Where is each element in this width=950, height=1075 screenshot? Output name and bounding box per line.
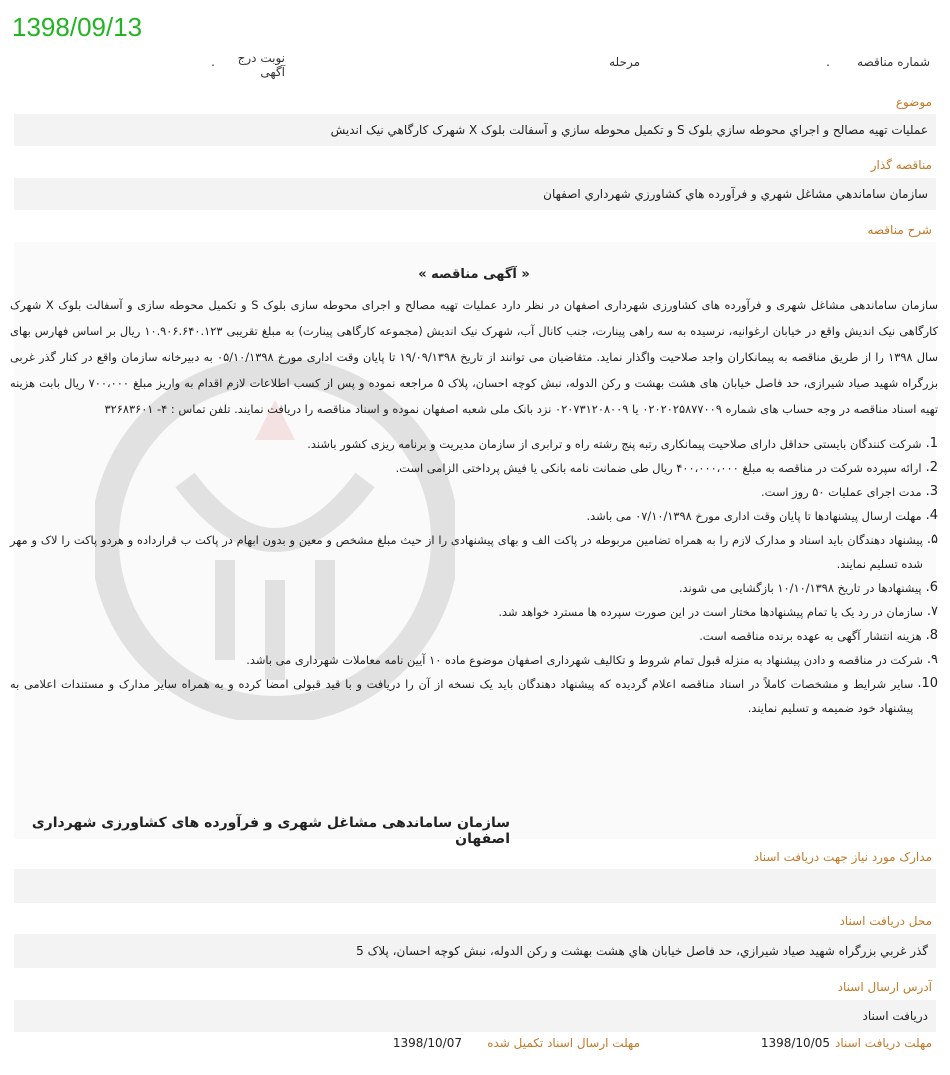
tender-notice — [10, 262, 938, 720]
list-item: 6. پیشنهادها در تاریخ ۱۰/۱۰/۱۳۹۸ بازگشایی می شوند. — [678, 580, 938, 595]
tender-number-value: . — [826, 55, 830, 69]
ad-turn-label — [238, 51, 285, 79]
list-item: ۹. شرکت در مناقصه و دادن پیشنهاد به منزله قبول تمام شروط و تکالیف شهرداری اصفهان موضوع ماده ۱۰ آیین نامه معاملات شهرداری می باشد. — [246, 652, 938, 667]
organizer-signature: سازمان ساماندهی مشاغل شهری و فرآورده های کشاورزی شهرداری اصفهان — [31, 815, 510, 847]
list-item: 8. هزینه انتشار آگهی به عهده برنده مناقصه است. — [699, 628, 938, 643]
required-docs-label: مدارک مورد نياز جهت دريافت اسناد — [753, 850, 932, 864]
ad-turn-line1: نوبت درج — [237, 51, 285, 65]
list-item: 10. سایر شرایط و مشخصات کاملاً در اسناد مناقصه اعلام گردیده که پیشنهاد دهندگان باید یک نسخه از آن را دریافت و با قید قبولی امضا کرده و به همراه سایر مدارک و مستندات اعلامی به پیشنهاد خود ضمیمه و تسلیم نمایند. — [10, 676, 938, 715]
list-item: ۷. سازمان در رد یک یا تمام پیشنهادها مختار است در این صورت سپرده ها مسترد خواهد شد. — [498, 604, 938, 619]
send-address-text: دريافت اسناد — [862, 1009, 928, 1023]
ad-turn-line2: آگهی — [260, 65, 285, 79]
receive-place-value — [14, 934, 936, 968]
date-stamp: 1398/09/13 — [12, 12, 143, 42]
send-address-label: آدرس ارسال اسناد — [837, 980, 932, 994]
description-label: شرح مناقصه — [867, 223, 932, 237]
organizer-label: مناقصه گذار — [870, 158, 932, 172]
organizer-text: سازمان ساماندهي مشاغل شهري و فرآورده هاي کشاورزي شهرداري اصفهان — [543, 187, 928, 201]
notice-title: « آگهی مناقصه » — [418, 267, 530, 282]
send-address-value — [14, 1000, 936, 1032]
conditions-list — [10, 432, 938, 720]
subject-label: موضوع — [895, 95, 932, 109]
stage-label: مرحله — [609, 55, 640, 69]
list-item: 3. مدت اجرای عملیات ۵۰ روز است. — [761, 484, 938, 499]
list-item: 4. مهلت ارسال پیشنهادها تا پایان وقت اداری مورخ ۰۷/۱۰/۱۳۹۸ می باشد. — [586, 508, 938, 523]
receive-place-text: گذر غربي بزرگراه شهيد صياد شيرازي، حد فاصل خيابان هاي هشت بهشت و رکن الدوله، نبش کوچه احسان، پلاک 5 — [356, 944, 928, 958]
send-deadline-value: 1398/10/07 — [392, 1036, 462, 1050]
list-item: 1. شرکت کنندگان بایستی حداقل دارای صلاحیت پیمانکاری رتبه پنج رشته راه و ترابری از سازمان مدیریت و برنامه ریزی کشور باشند. — [307, 436, 938, 451]
receive-deadline-label: مهلت دريافت اسناد — [834, 1036, 932, 1050]
tender-number-label: شماره مناقصه — [857, 55, 930, 69]
receive-deadline-value: 1398/10/05 — [760, 1036, 830, 1050]
list-item: ۵. پیشنهاد دهندگان باید اسناد و مدارک لازم را به همراه تضامین مربوطه در پاکت الف و بهای پیشنهادی را از حیث مبلغ مشخص و معین و بدون ابهام در پاکت ب قرارداده و هردو پاکت را لاک و مهر شده تسلیم نمایند. — [10, 532, 938, 571]
required-docs-value — [14, 869, 936, 903]
list-item: 2. ارائه سپرده شرکت در مناقصه به مبلغ ۴۰۰،۰۰۰،۰۰۰ ریال طی ضمانت نامه بانکی یا فیش پرداختی الزامی است. — [395, 460, 938, 475]
organizer-value — [14, 178, 936, 210]
subject-value — [14, 114, 936, 146]
subject-text: عمليات تهيه مصالح و اجراي محوطه سازي بلوک S و تکميل محوطه سازي و آسفالت بلوک X شهرک کارگاهي نيک انديش — [330, 123, 928, 137]
ad-turn-value: . — [211, 55, 215, 69]
receive-place-label: محل دريافت اسناد — [839, 914, 932, 928]
notice-body: سازمان ساماندهی مشاغل شهری و فرآورده های کشاورزی شهرداری اصفهان در نظر دارد عملیات تهیه مصالح و اجرای محوطه سازی بلوک S و تکمیل محوطه سازی و آسفالت بلوک X شهرک کارگاهی نیک اندیش واقع در خیابان ارغوانیه، نرسیده به سه راهی پینارت، جنب کانال آب، شهرک نیک اندیش (مجموعه کارگاهی پینارت) به مبلغ تقریبی ۱۰.۹۰۶.۶۴۰.۱۲۳ ریال بر اساس فهارس بهای سال ۱۳۹۸ را از طریق مناقصه به پیمانکاران واجد صلاحیت واگذار نماید. متقاضیان می توانند از تاریخ ۱۹/۰۹/۱۳۹۸ تا پایان وقت اداری مورخ ۰۵/۱۰/۱۳۹۸ به دبیرخانه سازمان واقع در کنار گذر غربی بزرگراه شهید صیاد شیرازی، حد فاصل خیابان های هشت بهشت و رکن الدوله، نبش کوچه احسان، پلاک ۵ مراجعه نموده و پس از کسب اطلاعات لازم اقدام به واریز مبلغ ۷۰۰،۰۰۰ ریال بابت هزینه تهیه اسناد مناقصه در وجه حساب های شماره ۰۲۰۲۰۲۵۸۷۷۰۰۹ یا ۰۲۰۷۳۱۲۰۸۰۰۹ نزد بانک ملی شعبه اصفهان نموده و اسناد مناقصه را دریافت نمایند. تلفن تماس : ۴- ۳۲۶۸۳۶۰۱ — [10, 298, 938, 416]
send-deadline-label: مهلت ارسال اسناد تکميل شده — [487, 1036, 640, 1050]
